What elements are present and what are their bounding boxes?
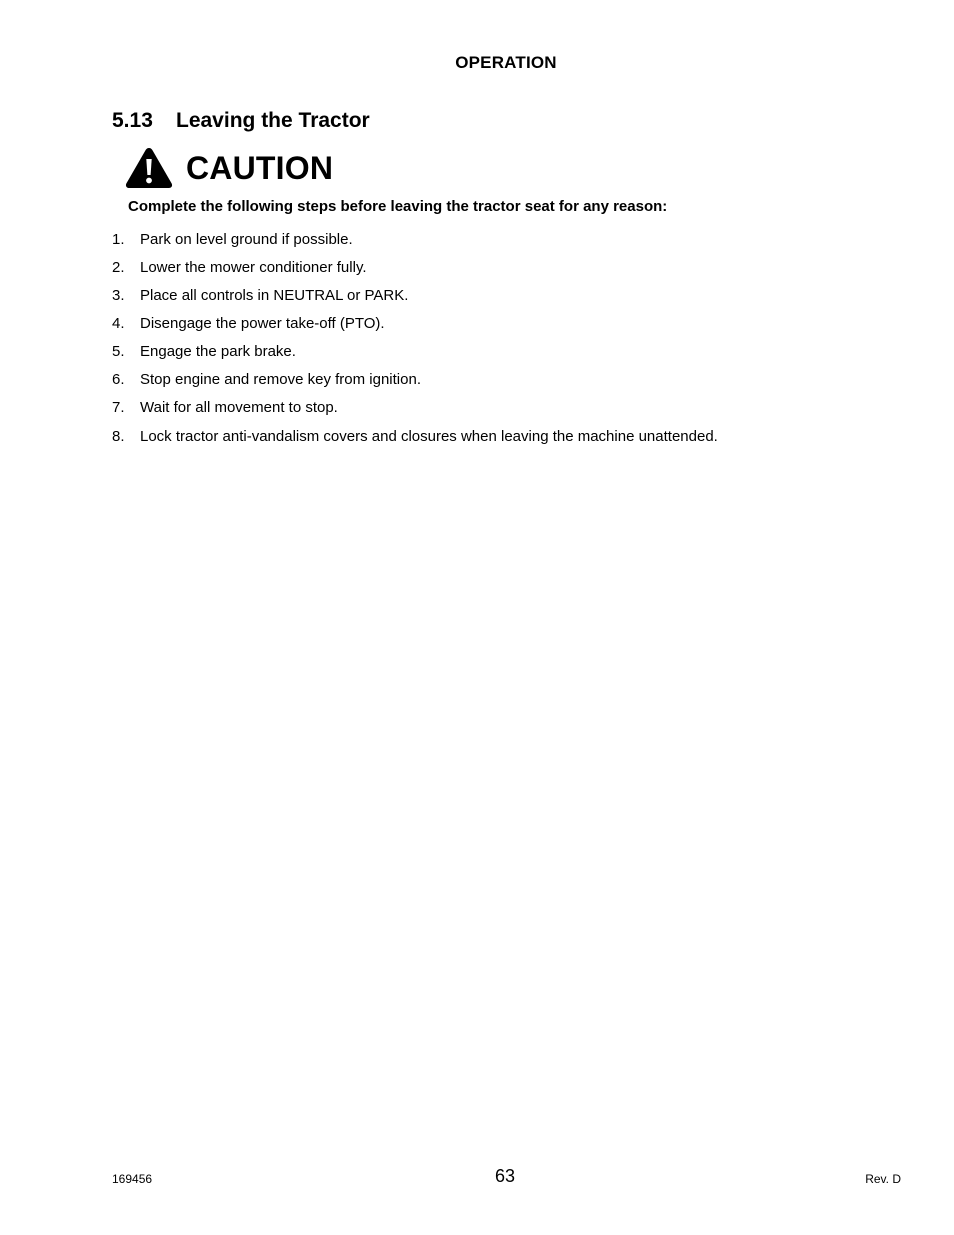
step-text: Wait for all movement to stop. bbox=[140, 399, 338, 416]
caution-signal-word: CAUTION bbox=[186, 149, 334, 186]
list-item bbox=[112, 314, 718, 342]
warning-triangle-icon bbox=[124, 146, 174, 190]
list-item bbox=[112, 427, 718, 455]
step-number: 4. bbox=[112, 315, 125, 332]
list-item bbox=[112, 258, 718, 286]
section-heading bbox=[112, 109, 370, 133]
step-text: Disengage the power take-off (PTO). bbox=[140, 315, 385, 332]
list-item bbox=[112, 398, 718, 426]
steps-list bbox=[112, 230, 718, 455]
step-number: 3. bbox=[112, 287, 125, 304]
step-number: 2. bbox=[112, 259, 125, 276]
step-number: 8. bbox=[112, 428, 125, 445]
step-text: Lower the mower conditioner fully. bbox=[140, 259, 367, 276]
step-text: Lock tractor anti-vandalism covers and closures when leaving the machine unattended. bbox=[140, 428, 718, 445]
caution-banner bbox=[124, 146, 333, 190]
list-item bbox=[112, 370, 718, 398]
step-number: 5. bbox=[112, 343, 125, 360]
step-text: Stop engine and remove key from ignition. bbox=[140, 371, 421, 388]
footer-doc-number: 169456 bbox=[112, 1172, 153, 1186]
running-header: OPERATION bbox=[455, 53, 557, 72]
footer-revision: Rev. D bbox=[865, 1172, 901, 1186]
list-item bbox=[112, 230, 718, 258]
step-number: 6. bbox=[112, 371, 125, 388]
step-text: Park on level ground if possible. bbox=[140, 231, 353, 248]
caution-intro-text: Complete the following steps before leaving the tractor seat for any reason: bbox=[128, 198, 668, 215]
section-title: Leaving the Tractor bbox=[176, 109, 370, 132]
list-item bbox=[112, 286, 718, 314]
step-number: 1. bbox=[112, 231, 125, 248]
step-text: Place all controls in NEUTRAL or PARK. bbox=[140, 287, 409, 304]
step-text: Engage the park brake. bbox=[140, 343, 296, 360]
section-number: 5.13 bbox=[112, 109, 153, 132]
list-item bbox=[112, 342, 718, 370]
step-number: 7. bbox=[112, 399, 125, 416]
footer-page-number: 63 bbox=[494, 1166, 516, 1186]
